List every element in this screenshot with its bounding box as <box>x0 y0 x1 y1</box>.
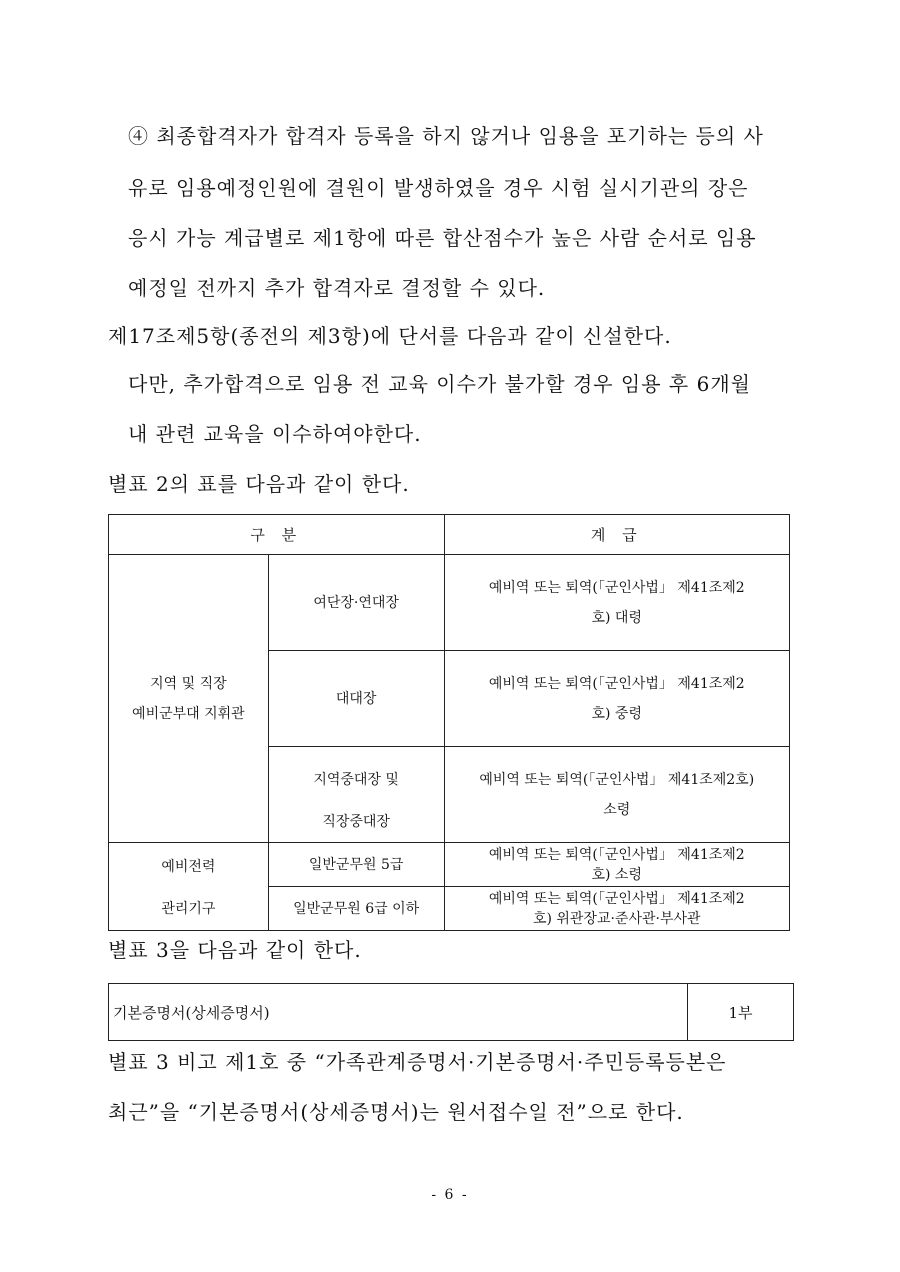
rank-cell: 예비역 또는 퇴역(「군인사법」 제41조제2 호) 소령 <box>444 843 790 887</box>
rank-table <box>108 514 790 931</box>
closing-line: 별표 3 비고 제1호 중 “가족관계증명서·기본증명서·주민등록등본은 <box>108 1050 727 1074</box>
document-table <box>108 983 794 1041</box>
rank-cell: 예비역 또는 퇴역(「군인사법」 제41조제2 호) 대령 <box>444 555 790 651</box>
table-header-row <box>109 515 790 555</box>
paragraph-line: 응시 가능 계급별로 제1항에 따른 합산점수가 높은 사람 순서로 임용 <box>128 226 757 250</box>
position-cell: 일반군무원 5급 <box>268 843 444 887</box>
paragraph-line: 다만, 추가합격으로 임용 전 교육 이수가 불가할 경우 임용 후 6개월 <box>128 372 751 396</box>
rank-cell: 예비역 또는 퇴역(「군인사법」 제41조제2 호) 중령 <box>444 651 790 747</box>
position-cell: 지역중대장 및 직장중대장 <box>268 747 444 843</box>
table-row <box>109 984 794 1041</box>
page-number: - 6 - <box>431 1187 469 1203</box>
paragraph-line: ④ 최종합격자가 합격자 등록을 하지 않거나 임용을 포기하는 등의 사 <box>128 124 764 148</box>
position-cell: 대대장 <box>268 651 444 747</box>
paragraph-line: 내 관련 교육을 이수하여야한다. <box>128 422 422 446</box>
table3-intro: 별표 3을 다음과 같이 한다. <box>108 938 362 962</box>
document-name-cell: 기본증명서(상세증명서) <box>109 984 688 1041</box>
document-qty-cell: 1부 <box>688 984 794 1041</box>
position-cell: 여단장·연대장 <box>268 555 444 651</box>
paragraph-line: 제17조제5항(종전의 제3항)에 단서를 다음과 같이 신설한다. <box>108 324 672 348</box>
header-category: 구 분 <box>109 515 445 555</box>
paragraph-line: 별표 2의 표를 다음과 같이 한다. <box>108 472 410 496</box>
rank-cell: 예비역 또는 퇴역(「군인사법」 제41조제2 호) 위관장교·준사관·부사관 <box>444 887 790 931</box>
table-row <box>109 555 790 651</box>
paragraph-line: 예정일 전까지 추가 합격자로 결정할 수 있다. <box>128 276 546 300</box>
closing-line: 최근”을 “기본증명서(상세증명서)는 원서접수일 전”으로 한다. <box>108 1100 684 1124</box>
paragraph-line: 유로 임용예정인원에 결원이 발생하였을 경우 시험 실시기관의 장은 <box>128 176 749 200</box>
rank-cell: 예비역 또는 퇴역(「군인사법」 제41조제2호) 소령 <box>444 747 790 843</box>
header-rank: 계 급 <box>444 515 790 555</box>
position-cell: 일반군무원 6급 이하 <box>268 887 444 931</box>
table-row <box>109 843 790 887</box>
group-label-reserve-management: 예비전력 관리기구 <box>109 843 269 931</box>
group-label-reserve-commanders: 지역 및 직장 예비군부대 지휘관 <box>109 555 269 843</box>
